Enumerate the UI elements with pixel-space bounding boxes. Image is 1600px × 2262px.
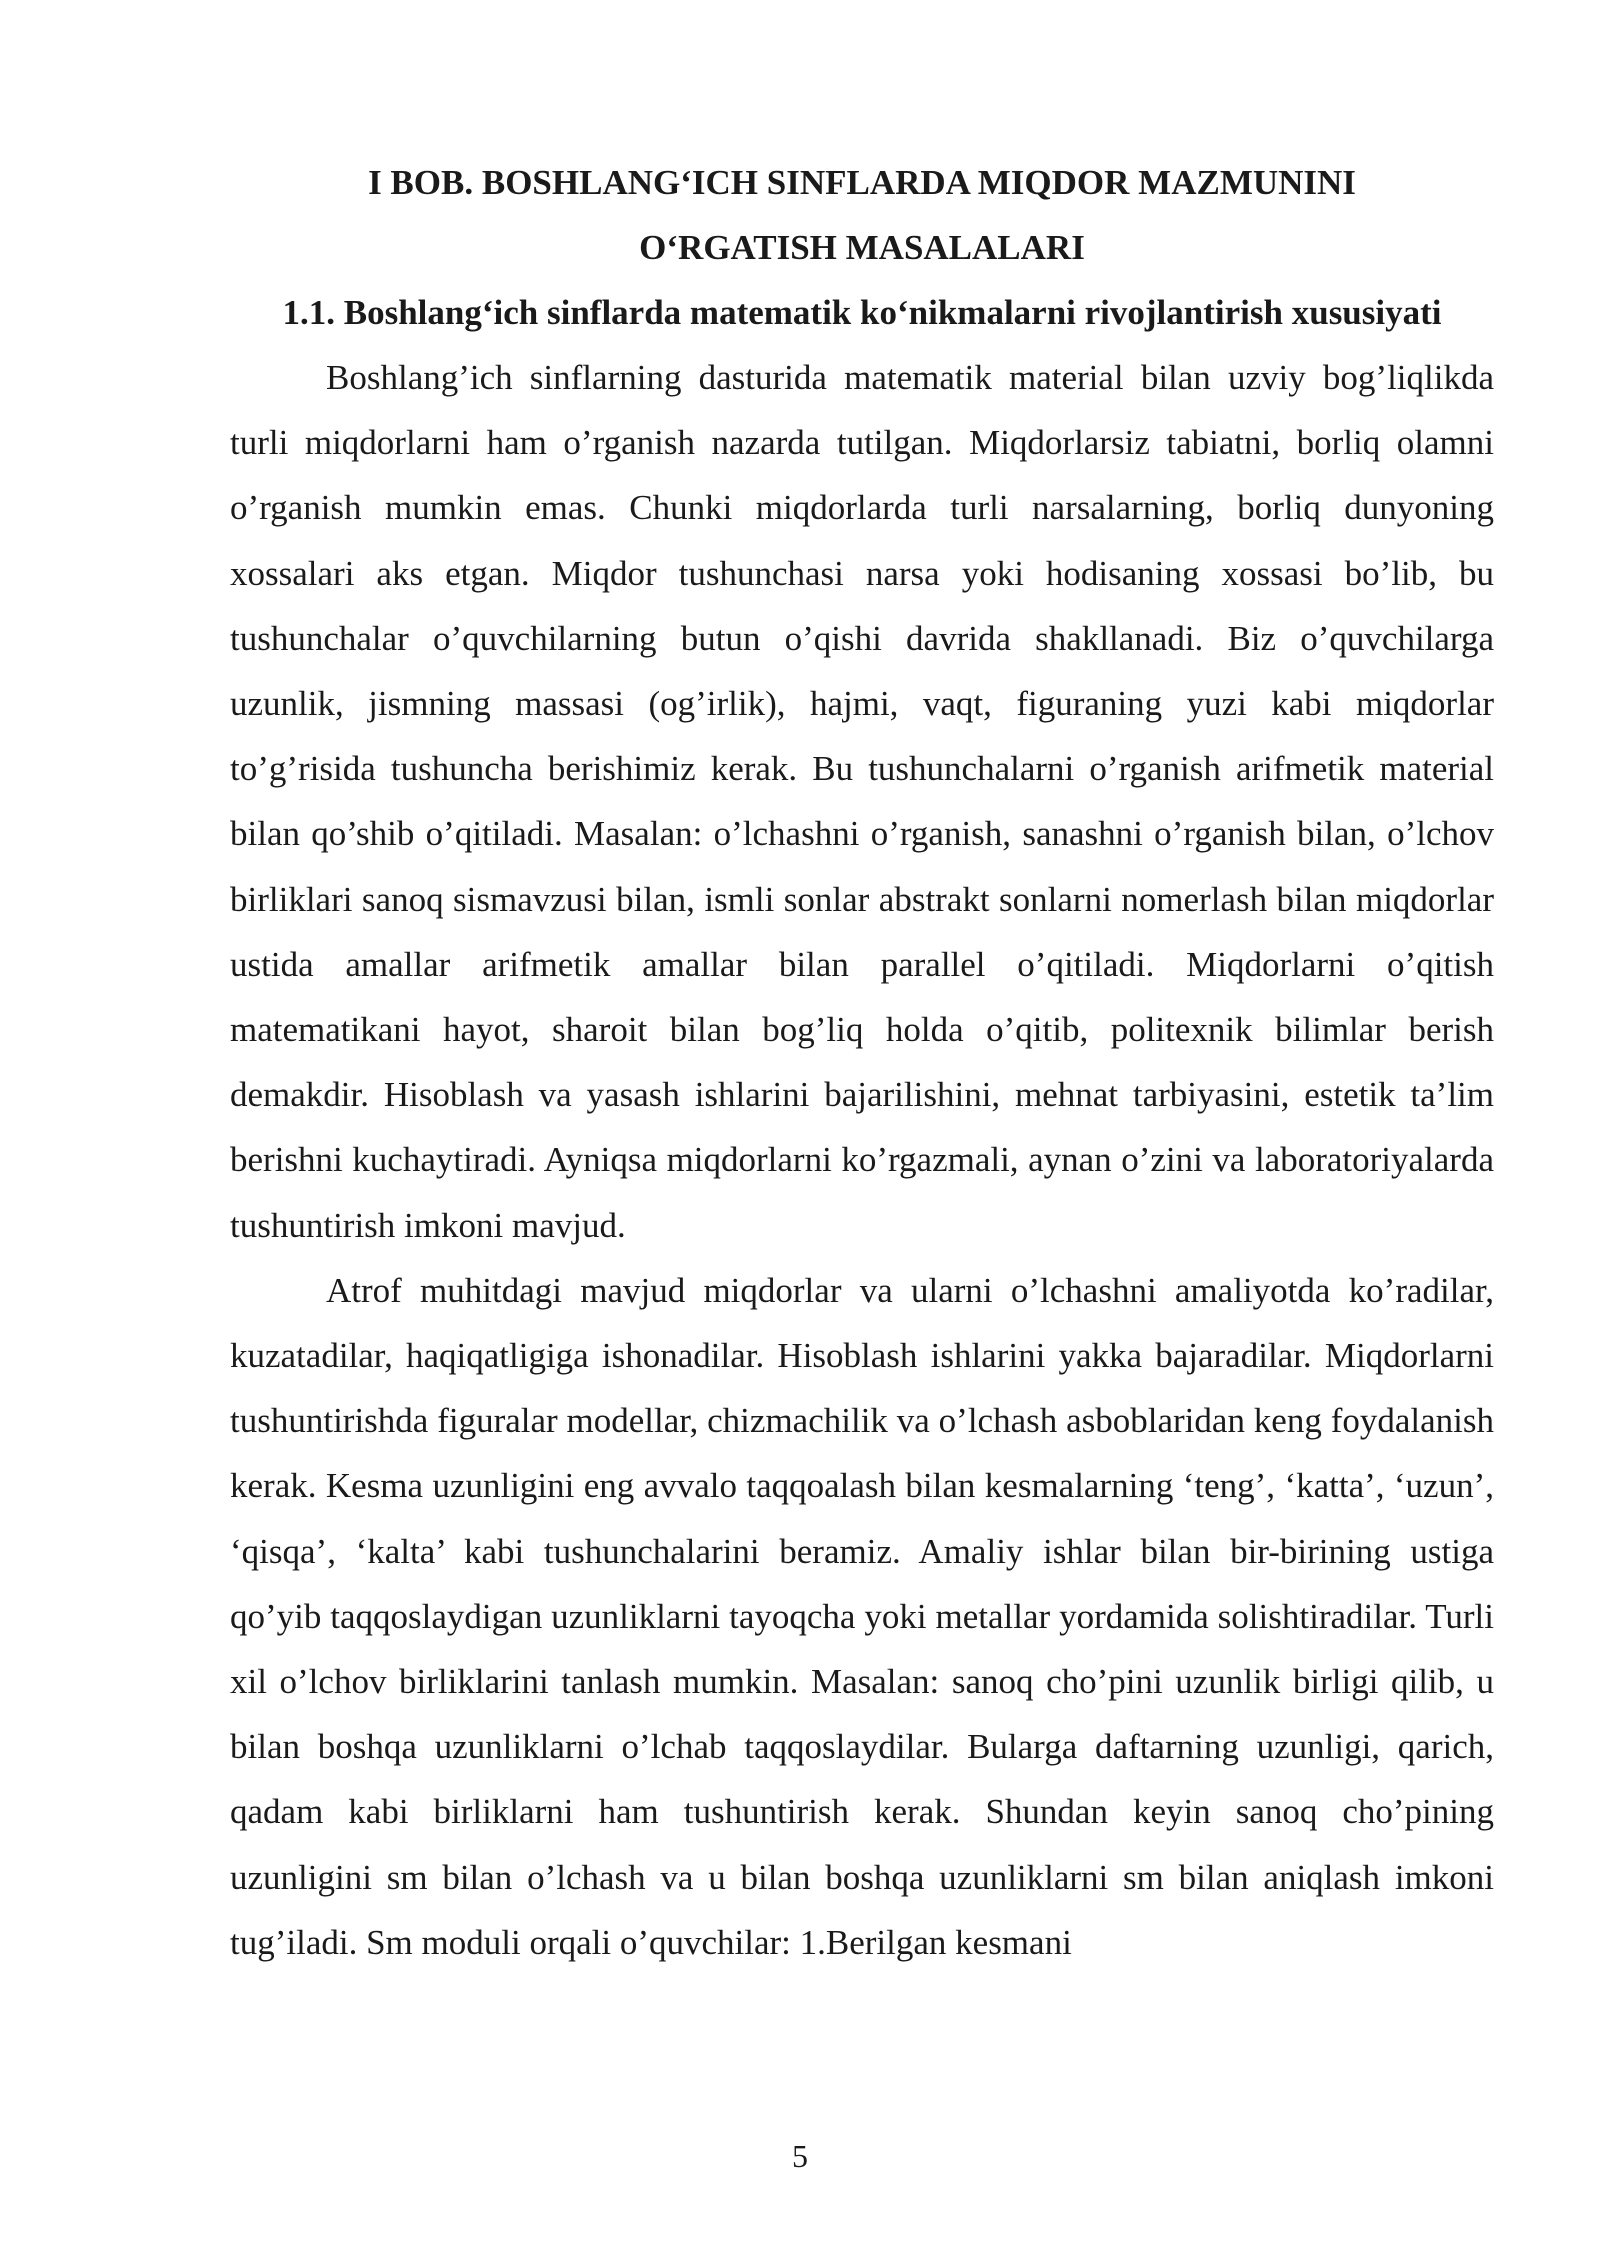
chapter-title-line-1: I BOB. BOSHLANG‘ICH SINFLARDA MIQDOR MAZMUNINI [368,163,1356,202]
paragraph-2: Atrof muhitdagi mavjud miqdorlar va ularni o’lchashni amaliyotda ko’radilar, kuzatadilar, haqiqatligiga ishonadilar. Hisoblash ishlarini yakka bajaradilar. Miqdorlarni tushuntirishda figuralar modellar, chizmachilik va o’lchash asboblaridan keng foydalanish kerak. Kesma uzunligini eng avvalo taqqoalash bilan kesmalarning ‘teng’, ‘katta’, ‘uzun’, ‘qisqa’, ‘kalta’ kabi tushunchalarini beramiz. Amaliy ishlar bilan bir-birining ustiga qo’yib taqqoslaydigan uzunliklarni tayoqcha yoki metallar yordamida solishtiradilar. Turli xil o’lchov birliklarini tanlash mumkin. Masalan: sanoq cho’pini uzunlik birligi qilib, u bilan boshqa uzunliklarni o’lchab taqqoslaydilar. Bularga daftarning uzunligi, qarich, qadam kabi birliklarni ham tushuntirish kerak. Shundan keyin sanoq cho’pining uzunligini sm bilan o’lchash va u bilan boshqa uzunliklarni sm bilan aniqlash imkoni tug’iladi. Sm moduli orqali o’quvchilar: 1.Berilgan kesmani [230,1270,1494,1962]
chapter-title-line-2: O‘RGATISH MASALALARI [639,228,1085,267]
document-page [230,150,1494,1975]
section-title: 1.1. Boshlang‘ich sinflarda matematik ko‘nikmalarni rivojlantirish xususiyati [282,293,1442,332]
paragraph-1: Boshlang’ich sinflarning dasturida matematik material bilan uzviy bog’liqlikda turli miqdorlarni ham o’rganish nazarda tutilgan. Miqdorlarsiz tabiatni, borliq olamni o’rganish mumkin emas. Chunki miqdorlarda turli narsalarning, borliq dunyoning xossalari aks etgan. Miqdor tushunchasi narsa yoki hodisaning xossasi bo’lib, bu tushunchalar o’quvchilarning butun o’qishi davrida shakllanadi. Biz o’quvchilarga uzunlik, jismning massasi (og’irlik), hajmi, vaqt, figuraning yuzi kabi miqdorlar to’g’risida tushuncha berishimiz kerak. Bu tushunchalarni o’rganish arifmetik material bilan qo’shib o’qitiladi. Masalan: o’lchashni o’rganish, sanashni o’rganish bilan, o’lchov birliklari sanoq sismavzusi bilan, ismli sonlar abstrakt sonlarni nomerlash bilan miqdorlar ustida amallar arifmetik amallar bilan parallel o’qitiladi. Miqdorlarni o’qitish matematikani hayot, sharoit bilan bog’liq holda o’qitib, politexnik bilimlar berish demakdir. Hisoblash va yasash ishlarini bajarilishini, mehnat tarbiyasini, estetik ta’lim berishni kuchaytiradi. Ayniqsa miqdorlarni ko’rgazmali, aynan o’zini va laboratoriyalarda tushuntirish imkoni mavjud. [230,358,1494,1245]
page-number: 5 [792,2138,808,2174]
